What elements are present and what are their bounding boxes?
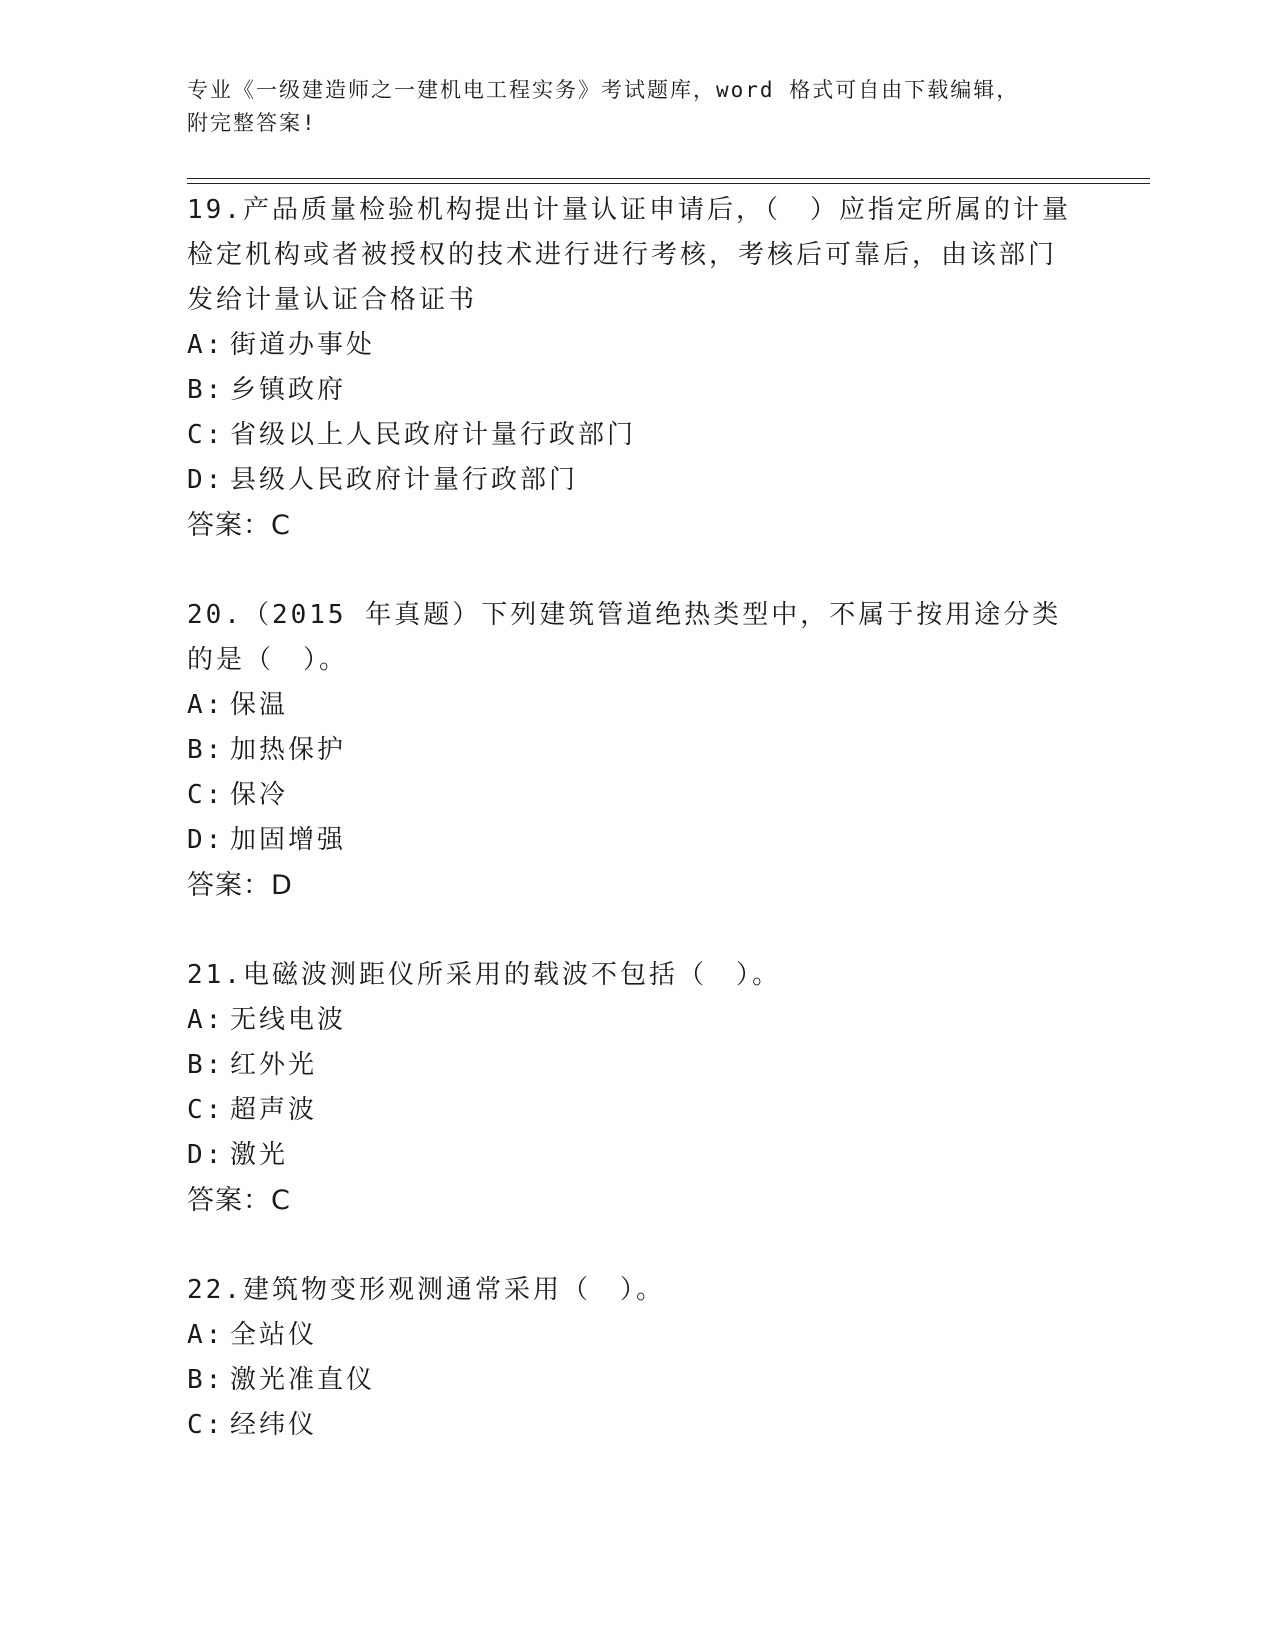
- option-d: [187, 818, 1087, 863]
- option-text: 乡镇政府: [230, 375, 347, 405]
- header-divider-top: [187, 178, 1150, 179]
- option-c: [187, 1403, 1087, 1448]
- question-list: [187, 188, 1087, 1493]
- document-header: [187, 74, 1087, 140]
- option-a: [187, 998, 1087, 1043]
- option-a: [187, 1313, 1087, 1358]
- header-line-1: 专业《一级建造师之一建机电工程实务》考试题库，word 格式可自由下载编辑，: [187, 78, 1020, 102]
- option-text: 县级人民政府计量行政部门: [230, 465, 579, 495]
- option-key: B:: [187, 735, 225, 765]
- option-text: 加热保护: [230, 735, 347, 765]
- option-key: C:: [187, 780, 225, 810]
- option-b: [187, 1358, 1087, 1403]
- option-b: [187, 728, 1087, 773]
- question-stem: 22.建筑物变形观测通常采用（ ）。: [187, 1275, 665, 1305]
- option-text: 加固增强: [230, 825, 347, 855]
- option-key: A:: [187, 690, 225, 720]
- question-22: [187, 1268, 1087, 1448]
- question-stem: 19.产品质量检验机构提出计量认证申请后，（ ）应指定所属的计量检定机构或者被授权的技术进行进行考核，考核后可靠后，由该部门发给计量认证合格证书: [187, 195, 1071, 315]
- option-key: D:: [187, 1140, 225, 1170]
- option-key: A:: [187, 1320, 225, 1350]
- option-text: 经纬仪: [230, 1410, 318, 1440]
- option-c: [187, 413, 1087, 458]
- answer-line: 答案：C: [187, 1185, 291, 1216]
- option-text: 街道办事处: [230, 330, 376, 360]
- answer-line: 答案：C: [187, 510, 291, 541]
- option-key: C:: [187, 420, 225, 450]
- option-text: 红外光: [230, 1050, 318, 1080]
- option-key: D:: [187, 825, 225, 855]
- option-key: C:: [187, 1095, 225, 1125]
- option-c: [187, 773, 1087, 818]
- option-text: 激光准直仪: [230, 1365, 376, 1395]
- option-key: A:: [187, 1005, 225, 1035]
- option-text: 省级以上人民政府计量行政部门: [230, 420, 637, 450]
- question-stem: 20.（2015 年真题）下列建筑管道绝热类型中，不属于按用途分类的是（ ）。: [187, 600, 1062, 675]
- option-text: 全站仪: [230, 1320, 318, 1350]
- option-text: 保冷: [230, 780, 289, 810]
- option-text: 无线电波: [230, 1005, 347, 1035]
- option-c: [187, 1088, 1087, 1133]
- header-divider-bottom: [187, 183, 1150, 184]
- option-key: C:: [187, 1410, 225, 1440]
- option-b: [187, 1043, 1087, 1088]
- question-21: [187, 953, 1087, 1223]
- answer-line: 答案：D: [187, 870, 293, 901]
- option-key: B:: [187, 375, 225, 405]
- header-line-2: 附完整答案!: [187, 111, 317, 135]
- question-stem: 21.电磁波测距仪所采用的载波不包括（ ）。: [187, 960, 781, 990]
- question-19: [187, 188, 1087, 548]
- option-d: [187, 1133, 1087, 1178]
- option-b: [187, 368, 1087, 413]
- option-key: A:: [187, 330, 225, 360]
- option-text: 激光: [230, 1140, 289, 1170]
- option-key: D:: [187, 465, 225, 495]
- option-text: 超声波: [230, 1095, 318, 1125]
- option-d: [187, 458, 1087, 503]
- option-a: [187, 683, 1087, 728]
- option-text: 保温: [230, 690, 289, 720]
- question-20: [187, 593, 1087, 908]
- option-key: B:: [187, 1050, 225, 1080]
- option-a: [187, 323, 1087, 368]
- option-key: B:: [187, 1365, 225, 1395]
